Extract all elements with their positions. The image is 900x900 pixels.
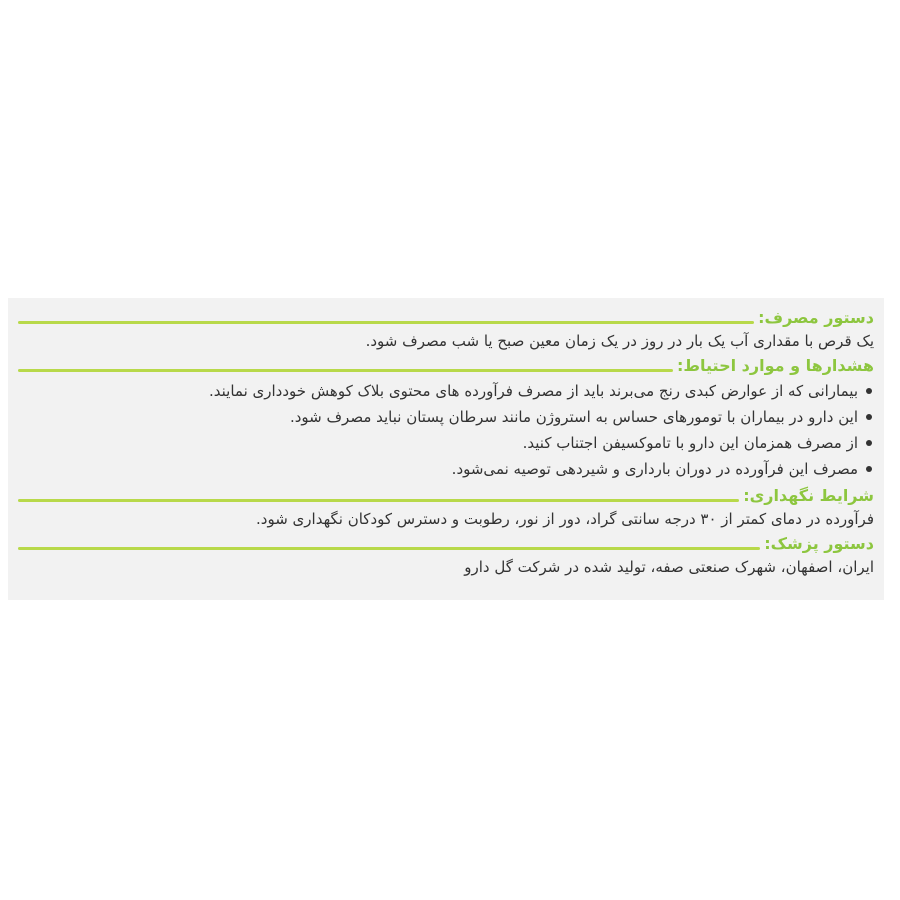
prescription-divider xyxy=(18,547,760,550)
list-item xyxy=(18,378,874,404)
list-item xyxy=(18,404,874,430)
usage-text: یک قرص با مقداری آب یک بار در روز در یک زمان معین صبح یا شب مصرف شود. xyxy=(365,332,874,350)
usage-title: دستور مصرف: xyxy=(758,308,874,327)
prescription-section-header xyxy=(18,532,874,556)
warning-text: از مصرف همزمان این دارو با تاموکسیفن اجتناب کنید. xyxy=(522,434,858,452)
storage-title: شرایط نگهداری: xyxy=(743,486,874,505)
bullet-icon xyxy=(866,388,872,394)
bullet-icon xyxy=(866,466,872,472)
bullet-icon xyxy=(866,440,872,446)
list-item xyxy=(18,430,874,456)
warnings-title: هشدارها و موارد احتیاط: xyxy=(676,356,874,375)
storage-divider xyxy=(18,499,739,502)
warnings-list xyxy=(18,378,874,482)
prescription-title: دستور پزشک: xyxy=(764,534,874,553)
usage-divider xyxy=(18,321,754,324)
warning-text: این دارو در بیماران با تومورهای حساس به استروژن مانند سرطان پستان نباید مصرف شود. xyxy=(289,408,858,426)
bullet-icon xyxy=(866,414,872,420)
warnings-divider xyxy=(18,369,673,372)
warnings-section-header xyxy=(18,354,874,378)
storage-text: فرآورده در دمای کمتر از ۳۰ درجه سانتی گراد، دور از نور، رطوبت و دسترس کودکان نگهداری شود. xyxy=(256,510,874,528)
list-item xyxy=(18,456,874,482)
storage-section-header xyxy=(18,484,874,508)
warning-text: مصرف این فرآورده در دوران بارداری و شیردهی توصیه نمی‌شود. xyxy=(451,460,858,478)
leaflet-panel xyxy=(8,298,884,600)
warning-text: بیمارانی که از عوارض کبدی رنج می‌برند باید از مصرف فرآورده های محتوی بلاک کوهش خودداری نمایند. xyxy=(208,382,858,400)
usage-section-header xyxy=(18,306,874,330)
manufacturer-text: ایران، اصفهان، شهرک صنعتی صفه، تولید شده در شرکت گل دارو xyxy=(464,558,874,576)
